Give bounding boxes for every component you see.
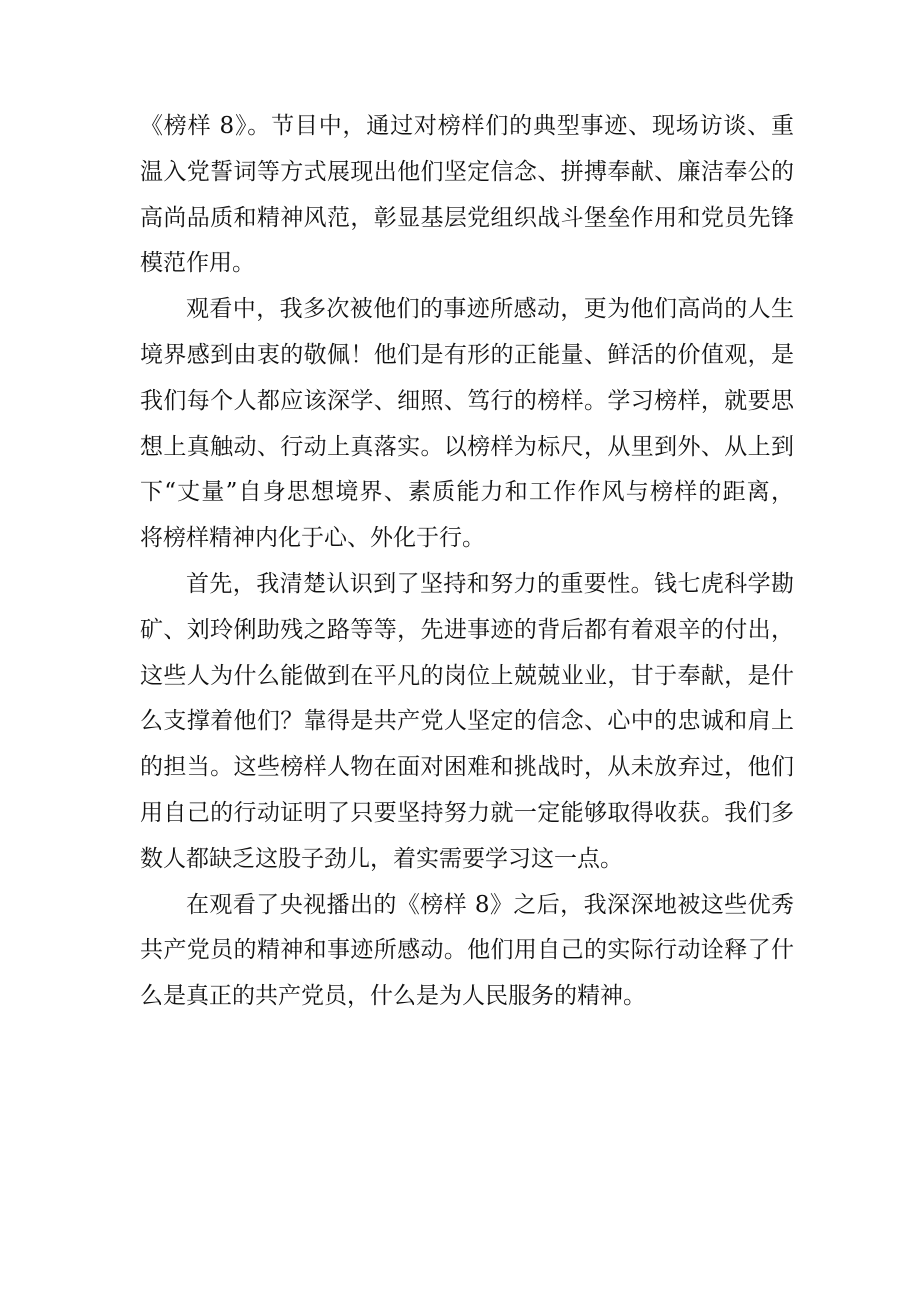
paragraph-3 (140, 562, 794, 883)
text-line: 这些人为什么能做到在平凡的岗位上兢兢业业，甘于奉献，是什 (140, 662, 794, 689)
text-line: 数人都缺乏这股子劲儿，着实需要学习这一点。 (140, 845, 623, 872)
paragraph-2 (140, 287, 794, 562)
text-line: 首先，我清楚认识到了坚持和努力的重要性。钱七虎科学勘 (186, 570, 794, 597)
text-line: 在观看了央视播出的《榜样 8》之后，我深深地被这些优秀 (186, 891, 794, 918)
paragraph-4 (140, 883, 794, 1020)
text-line: 用自己的行动证明了只要坚持努力就一定能够取得收获。我们多 (140, 799, 794, 826)
text-line: 么支撑着他们？靠得是共产党人坚定的信念、心中的忠诚和肩上 (140, 708, 794, 735)
text-line: 么是真正的共产党员，什么是为人民服务的精神。 (140, 983, 646, 1010)
text-line: 下“丈量”自身思想境界、素质能力和工作作风与榜样的距离， (140, 479, 794, 506)
text-line: 模范作用。 (140, 250, 255, 277)
text-line: 矿、刘玲俐助残之路等等，先进事迹的背后都有着艰辛的付出， (140, 616, 794, 643)
text-line: 高尚品质和精神风范，彰显基层党组织战斗堡垒作用和党员先锋 (140, 204, 794, 231)
document-body (140, 104, 794, 1020)
text-line: 的担当。这些榜样人物在面对困难和挑战时，从未放弃过，他们 (140, 754, 794, 781)
text-line: 将榜样精神内化于心、外化于行。 (140, 525, 485, 552)
text-line: 《榜样 8》。节目中，通过对榜样们的典型事迹、现场访谈、重 (140, 113, 794, 139)
text-line: 想上真触动、行动上真落实。以榜样为标尺，从里到外、从上到 (140, 433, 794, 460)
text-line: 共产党员的精神和事迹所感动。他们用自己的实际行动诠释了什 (140, 937, 794, 964)
paragraph-1 (140, 104, 794, 287)
text-line: 观看中，我多次被他们的事迹所感动，更为他们高尚的人生 (186, 296, 794, 323)
text-line: 温入党誓词等方式展现出他们坚定信念、拼搏奉献、廉洁奉公的 (140, 158, 794, 185)
text-line: 境界感到由衷的敬佩！他们是有形的正能量、鲜活的价值观，是 (140, 341, 794, 368)
text-line: 我们每个人都应该深学、细照、笃行的榜样。学习榜样，就要思 (140, 387, 794, 414)
